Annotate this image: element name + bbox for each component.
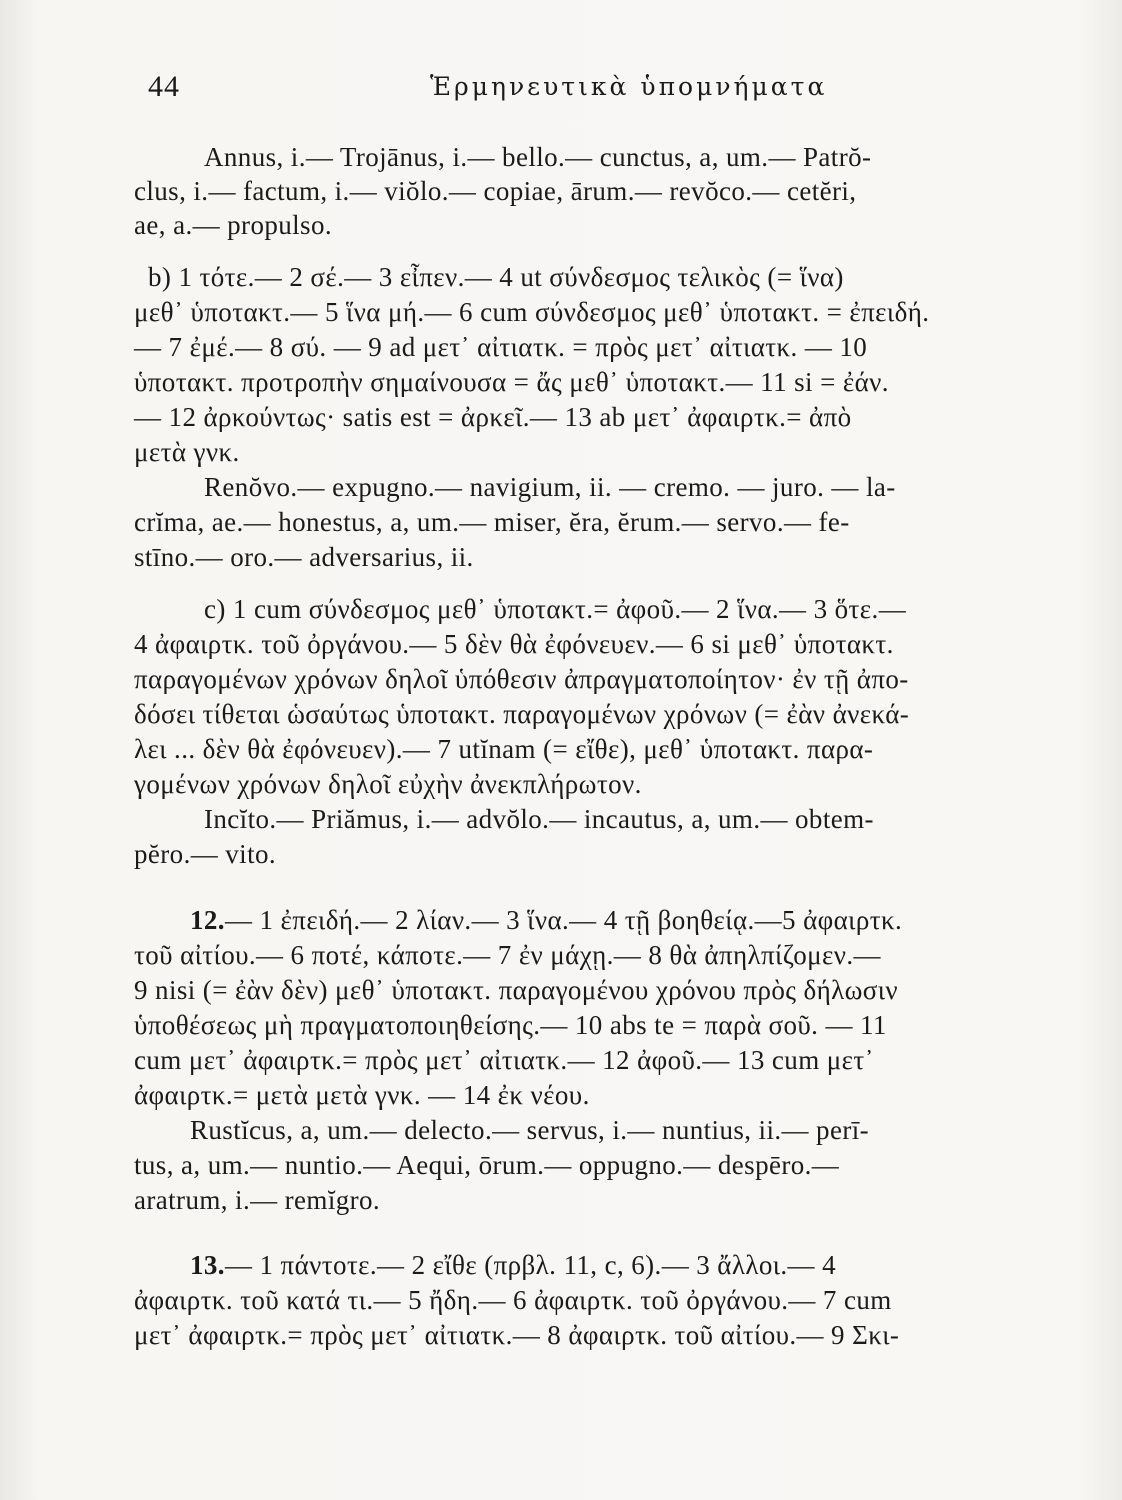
text-line: crĭma, ae.— honestus, a, um.— miser, ĕra, ĕrum.— servo.— fe- <box>134 507 850 537</box>
text-line: μεθ᾽ ὑποτακτ.— 5 ἵνα μή.— 6 cum σύνδεσμος μεθ᾽ ὑποτακτ. = ἐπειδή. <box>134 297 930 327</box>
text-line: tus, a, um.— nuntio.— Aequi, ōrum.— oppugno.— despēro.— <box>134 1150 840 1180</box>
text-line: Incĭto.— Priămus, i.— advŏlo.— incautus, a, um.— obtem- <box>204 804 874 834</box>
text-line: τοῦ αἰτίου.— 6 ποτέ, κάποτε.— 7 ἐν μάχῃ.— 8 θὰ ἀπηλπίζομεν.— <box>134 940 881 970</box>
text-line: δόσει τίθεται ὡσαύτως ὑποτακτ. παραγομένων χρόνων (= ἐὰν ἀνεκά- <box>134 699 910 729</box>
text-line: — 12 ἀρκούντως· satis est = ἀρκεῖ.— 13 ab μετ᾽ ἀφαιρτκ.= ἀπὸ <box>134 402 852 432</box>
text-line: ὑποθέσεως μὴ πραγματοποιηθείσης.— 10 abs te = παρὰ σοῦ. — 11 <box>134 1010 887 1040</box>
text-line: 9 nisi (= ἐὰν δὲν) μεθ᾽ ὑποτακτ. παραγομένου χρόνου πρὸς δήλωσιν <box>134 975 898 1005</box>
text-line: ἀφαιρτκ.= μετὰ μετὰ γνκ. — 14 ἐκ νέου. <box>134 1080 590 1110</box>
section-12-first-line <box>190 903 1006 937</box>
text-line: Rustĭcus, a, um.— delecto.— servus, i.— nuntius, ii.— perī- <box>190 1115 870 1145</box>
text-line: ὑποτακτ. προτροπὴν σημαίνουσα = ἄς μεθ᾽ ὑποτακτ.— 11 si = ἐάν. <box>134 367 889 397</box>
page-number: 44 <box>148 70 180 103</box>
section-13-first-line <box>190 1248 1006 1282</box>
page-header <box>148 70 1008 110</box>
running-title: Ἑρμηνευτικὰ ὑπομνήματα <box>430 72 828 101</box>
text-line: Annus, i.— Trojānus, i.— bello.— cunctus, a, um.— Patrŏ- <box>204 142 872 172</box>
text-line: aratrum, i.— remĭgro. <box>134 1185 381 1215</box>
text-line: — 1 ἐπειδή.— 2 λίαν.— 3 ἵνα.— 4 τῇ βοηθείᾳ.—5 ἀφαιρτκ. <box>224 905 903 935</box>
text-line: — 7 ἐμέ.— 8 σύ. — 9 ad μετ᾽ αἰτιατκ. = πρὸς μετ᾽ αἰτιατκ. — 10 <box>134 332 868 362</box>
text-line: c) 1 cum σύνδεσμος μεθ᾽ ὑποτακτ.= ἀφοῦ.— 2 ἵνα.— 3 ὅτε.— <box>204 594 907 624</box>
text-line: λει ... δὲν θὰ ἐφόνευεν).— 7 utĭnam (= εἴθε), μεθ᾽ ὑποτακτ. παρα- <box>134 734 874 764</box>
text-line: γομένων χρόνων δηλοῖ εὐχὴν ἀνεκπλήρωτον. <box>134 769 642 799</box>
text-line: pĕro.— vito. <box>134 839 277 869</box>
text-line: b) 1 τότε.— 2 σέ.— 3 εἶπεν.— 4 ut σύνδεσμος τελικὸς (= ἵνα) <box>148 262 844 292</box>
section-number: 12. <box>190 905 225 935</box>
text-line: μετὰ γνκ. <box>134 437 240 467</box>
text-line: clus, i.— factum, i.— viŏlo.— copiae, ārum.— revŏco.— cetĕri, <box>134 176 857 206</box>
text-line: cum μετ᾽ ἀφαιρτκ.= πρὸς μετ᾽ αἰτιατκ.— 12 ἀφοῦ.— 13 cum μετ᾽ <box>134 1045 875 1075</box>
text-line: ἀφαιρτκ. τοῦ κατά τι.— 5 ἤδη.— 6 ἀφαιρτκ. τοῦ ὀργάνου.— 7 cum <box>134 1285 892 1315</box>
text-line: 4 ἀφαιρτκ. τοῦ ὀργάνου.— 5 δὲν θὰ ἐφόνευεν.— 6 si μεθ᾽ ὑποτακτ. <box>134 629 894 659</box>
text-line: stīno.— oro.— adversarius, ii. <box>134 542 474 572</box>
text-line: παραγομένων χρόνων δηλοῖ ὑπόθεσιν ἀπραγματοποίητον· ἐν τῇ ἀπο- <box>134 664 909 694</box>
text-line: Renŏvo.— expugno.— navigium, ii. — cremo. — juro. — la- <box>204 472 896 502</box>
text-line: μετ᾽ ἀφαιρτκ.= πρὸς μετ᾽ αἰτιατκ.— 8 ἀφαιρτκ. τοῦ αἰτίου.— 9 Σκι- <box>134 1320 900 1350</box>
section-number: 13. <box>190 1250 225 1280</box>
text-line: — 1 πάντοτε.— 2 εἴθε (πρβλ. 11, c, 6).— 3 ἄλλοι.— 4 <box>224 1250 836 1280</box>
text-line: ae, a.— propulso. <box>134 210 333 240</box>
